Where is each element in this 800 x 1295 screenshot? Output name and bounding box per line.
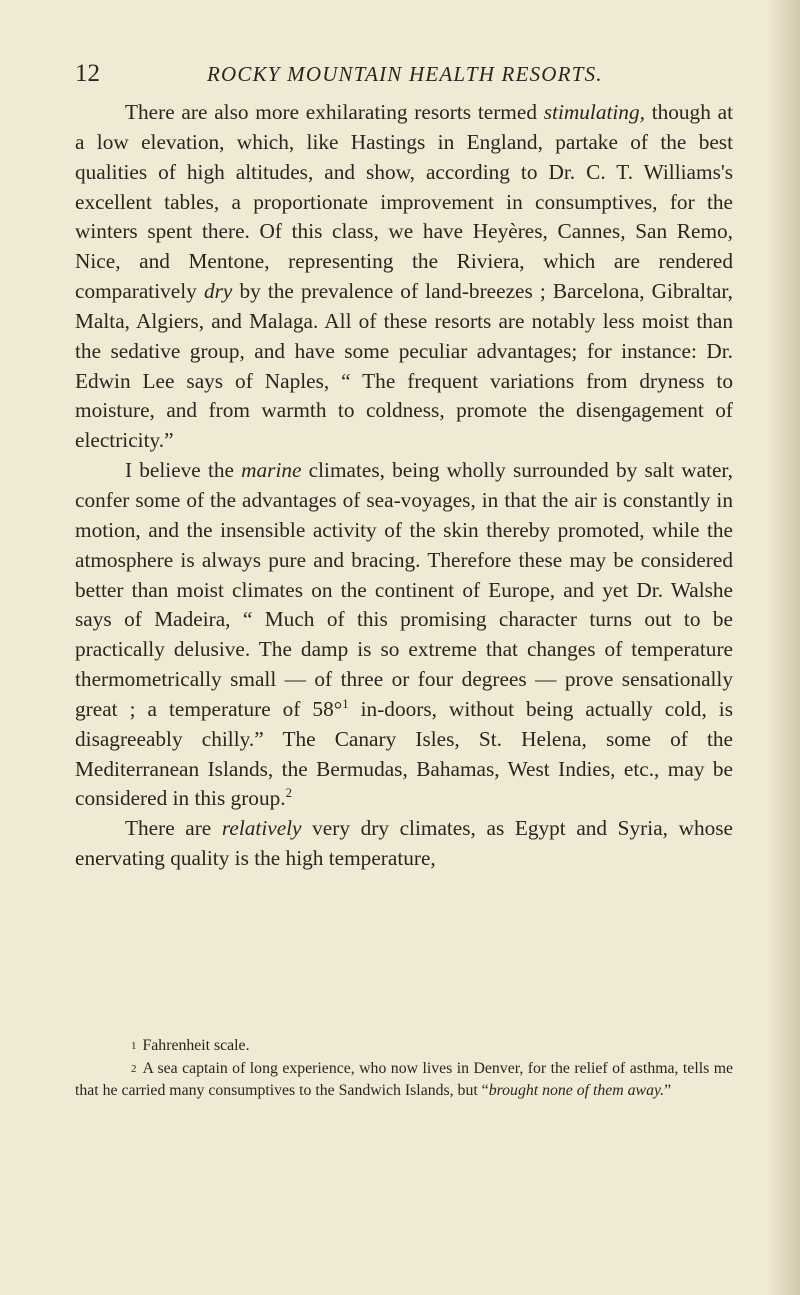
running-head bbox=[75, 60, 735, 94]
emphasis-marine: marine bbox=[241, 458, 302, 483]
text-run: climates, being wholly surrounded by salt water, confer some of the advantages of sea-voyages, in that the air is constantly in motion, and the insensible activity of the skin thereby promoted, while the atmosphere is always pure and bracing. Therefore these may be considered better than moist climates on the continent of Europe, and yet Dr. Walshe says of Madeira, “ Much of this promising character turns out to be practically delusive. The damp is so extreme that changes of temperature thermometrically small — of three or four degrees — prove sensationally great ; a temperature of 58° bbox=[75, 458, 733, 721]
text-run: There are also more exhilarating resorts termed bbox=[125, 100, 544, 124]
footnote-emphasis: brought none of them away. bbox=[488, 1082, 665, 1099]
paragraph-dry-climates bbox=[75, 814, 733, 874]
footnote-text: Fahrenheit scale. bbox=[142, 1037, 250, 1054]
footnote-1 bbox=[75, 1035, 733, 1058]
footnotes bbox=[75, 1035, 733, 1103]
paragraph-stimulating-resorts bbox=[75, 98, 733, 456]
page-number: 12 bbox=[75, 60, 100, 87]
footnote-ref-1: 1 bbox=[342, 696, 349, 711]
text-run: very dry climates, as Egypt and Syria, whose enervating quality is the high temperature, bbox=[75, 816, 733, 871]
footnote-ref-2: 2 bbox=[285, 786, 292, 801]
paragraph-marine-climates bbox=[75, 456, 733, 814]
text-run: though at a low elevation, which, like Hastings in England, partake of the best qualities of high altitudes, and show, according to Dr. C. T. Williams's excellent tables, a proportionate improvement in consumptives, for the winters spent there. Of this class, we have Heyères, Cannes, San Remo, Nice, and Mentone, representing the Riviera, which are rendered comparatively bbox=[75, 100, 733, 304]
body-text bbox=[75, 98, 733, 874]
text-run: by the prevalence of land-breezes ; Barcelona, Gibraltar, Malta, Algiers, and Malaga. All of these resorts are notably less moist than the sedative group, and have some peculiar advantages; for instance: Dr. Edwin Lee says of Naples, “ The frequent variations from dryness to moisture, and from warmth to coldness, promote the disengagement of electricity.” bbox=[75, 279, 733, 453]
footnote-text: ” bbox=[664, 1082, 672, 1099]
text-run: in-doors, without being actually cold, is disagreeably chilly.” The Canary Isles, St. Helena, some of the Mediterranean Islands, the Bermudas, Bahamas, West Indies, etc., may be considered in this group. bbox=[75, 696, 733, 811]
emphasis-stimulating: stimulating, bbox=[543, 100, 645, 124]
emphasis-dry: dry bbox=[203, 279, 233, 304]
text-run: There are bbox=[125, 816, 222, 841]
footnote-mark: 2 bbox=[131, 1062, 137, 1075]
footnote-2 bbox=[75, 1058, 733, 1103]
emphasis-relatively: relatively bbox=[221, 816, 302, 841]
footnote-text: A sea captain of long experience, who now lives in Denver, for the relief of asthma, tells me that he carried many consumptives to the Sandwich Islands, but “ bbox=[75, 1059, 733, 1099]
text-run: I believe the bbox=[125, 458, 242, 483]
footnote-mark: 1 bbox=[131, 1040, 137, 1052]
running-title: ROCKY MOUNTAIN HEALTH RESORTS. bbox=[207, 62, 603, 86]
